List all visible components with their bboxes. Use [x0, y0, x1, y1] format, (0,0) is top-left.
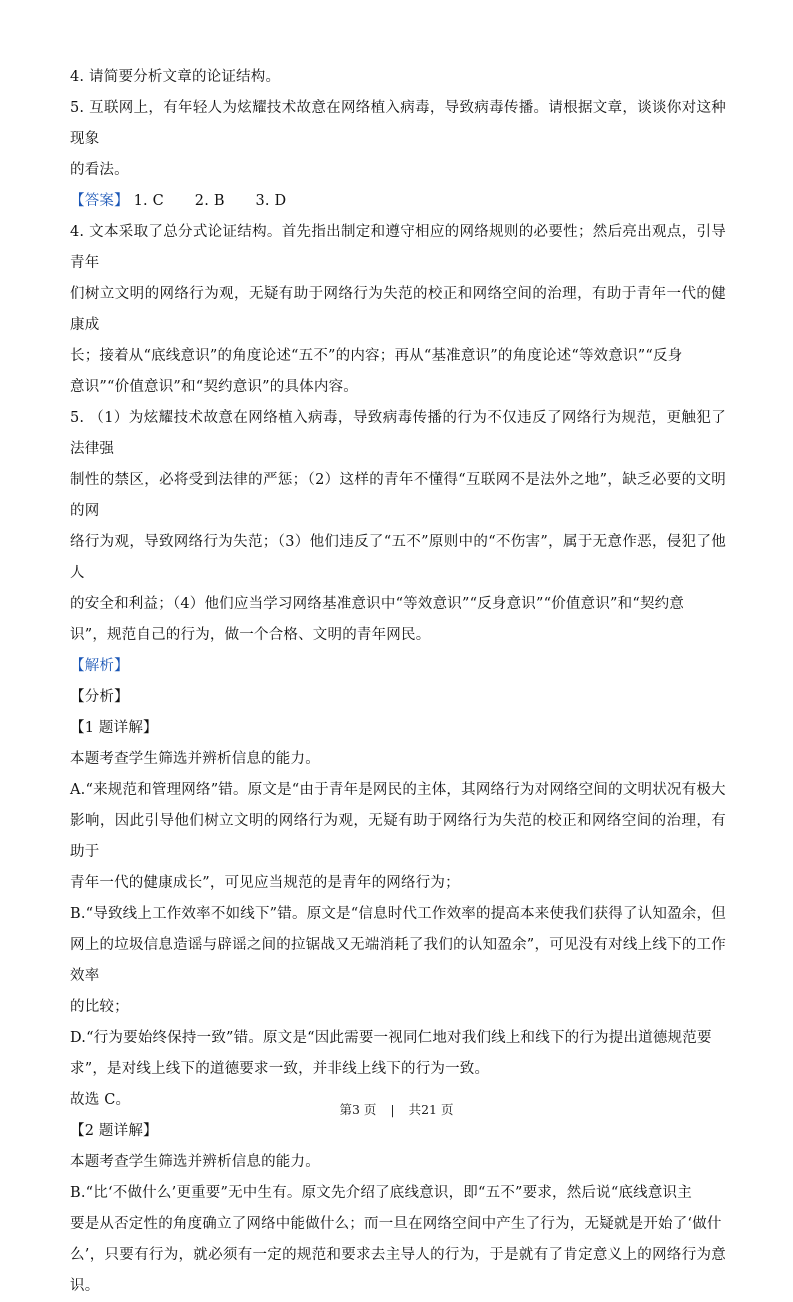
answer-5-line: 识”，规范自己的行为，做一个合格、文明的青年网民。 [70, 627, 431, 643]
q1-heading: 【1 题详解】 [70, 720, 158, 736]
answer-5-line: 络行为观，导致网络行为失范；（3）他们违反了“五不”原则中的“不伤害”，属于无意作恶，侵犯了他人 [70, 534, 726, 581]
answer-5-line: 制性的禁区，必将受到法律的严惩；（2）这样的青年不懂得“互联网不是法外之地”，缺乏必要的文明的网 [70, 472, 726, 519]
analysis-tag: 【解析】 [70, 658, 129, 674]
q1-line: B.“导致线上工作效率不如线下”错。原文是“信息时代工作效率的提高本来使我们获得了认知盈余，但 [70, 906, 726, 922]
q2-line: 么’，只要有行为，就必须有一定的规范和要求去主导人的行为，于是就有了肯定意义上的网络行为意识。 [70, 1247, 726, 1294]
footer-separator: | [390, 1102, 395, 1117]
fenxi-heading: 【分析】 [70, 689, 129, 705]
answer-line [70, 186, 726, 217]
page-number: 第3 页 [339, 1102, 377, 1117]
total-pages: 共21 页 [408, 1102, 454, 1117]
q1-line: D.“行为要始终保持一致”错。原文是“因此需要一视同仁地对我们线上和线下的行为提出道德规范要 [70, 1030, 712, 1046]
answer-5-line: 5. （1）为炫耀技术故意在网络植入病毒，导致病毒传播的行为不仅违反了网络行为规范，更触犯了法律强 [70, 410, 726, 457]
answer-item-3: 3. D [255, 193, 287, 209]
q1-line: 青年一代的健康成长”，可见应当规范的是青年的网络行为； [70, 875, 460, 891]
question-5-line-2: 的看法。 [70, 162, 129, 178]
question-5-line-1: 5. 互联网上，有年轻人为炫耀技术故意在网络植入病毒，导致病毒传播。请根据文章，谈谈你对这种现象 [70, 100, 726, 147]
page-footer [0, 1100, 793, 1118]
question-4: 4. 请简要分析文章的论证结构。 [70, 69, 281, 85]
q1-line: 影响，因此引导他们树立文明的网络行为观，无疑有助于网络行为失范的校正和网络空间的治理，有助于 [70, 813, 726, 860]
q1-line: 本题考查学生筛选并辨析信息的能力。 [70, 751, 320, 767]
q2-line: B.“比‘不做什么’更重要”无中生有。原文先介绍了底线意识，即“五不”要求，然后说“底线意识主 [70, 1185, 692, 1201]
answer-tag: 【答案】 [70, 193, 129, 209]
answer-5-line: 的安全和利益；（4）他们应当学习网络基准意识中“等效意识”“反身意识”“价值意识”和“契约意 [70, 596, 685, 612]
answer-item-2: 2. B [194, 193, 225, 209]
answer-4-line: 长；接着从“底线意识”的角度论述“五不”的内容；再从“基准意识”的角度论述“等效意识”“反身 [70, 348, 683, 364]
q1-line: A.“来规范和管理网络”错。原文是“由于青年是网民的主体，其网络行为对网络空间的文明状况有极大 [70, 782, 726, 798]
q2-line: 要是从否定性的角度确立了网络中能做什么；而一旦在网络空间中产生了行为，无疑就是开始了‘做什 [70, 1216, 722, 1232]
answer-4-line: 意识”“价值意识”和“契约意识”的具体内容。 [70, 379, 358, 395]
q1-line: 故选 C。 [70, 1092, 131, 1108]
answer-item-1: 1. C [133, 193, 164, 209]
q1-line: 的比较； [70, 999, 129, 1015]
q2-heading: 【2 题详解】 [70, 1123, 158, 1139]
q1-line: 求”，是对线上线下的道德要求一致，并非线上线下的行为一致。 [70, 1061, 490, 1077]
q2-line: 本题考查学生筛选并辨析信息的能力。 [70, 1154, 320, 1170]
q1-line: 网上的垃圾信息造谣与辟谣之间的拉锯战又无端消耗了我们的认知盈余”，可见没有对线上线下的工作效率 [70, 937, 726, 984]
answer-4-line: 们树立文明的网络行为观，无疑有助于网络行为失范的校正和网络空间的治理，有助于青年一代的健康成 [70, 286, 726, 333]
answer-4-line: 4. 文本采取了总分式论证结构。首先指出制定和遵守相应的网络规则的必要性；然后亮出观点，引导青年 [70, 224, 726, 271]
